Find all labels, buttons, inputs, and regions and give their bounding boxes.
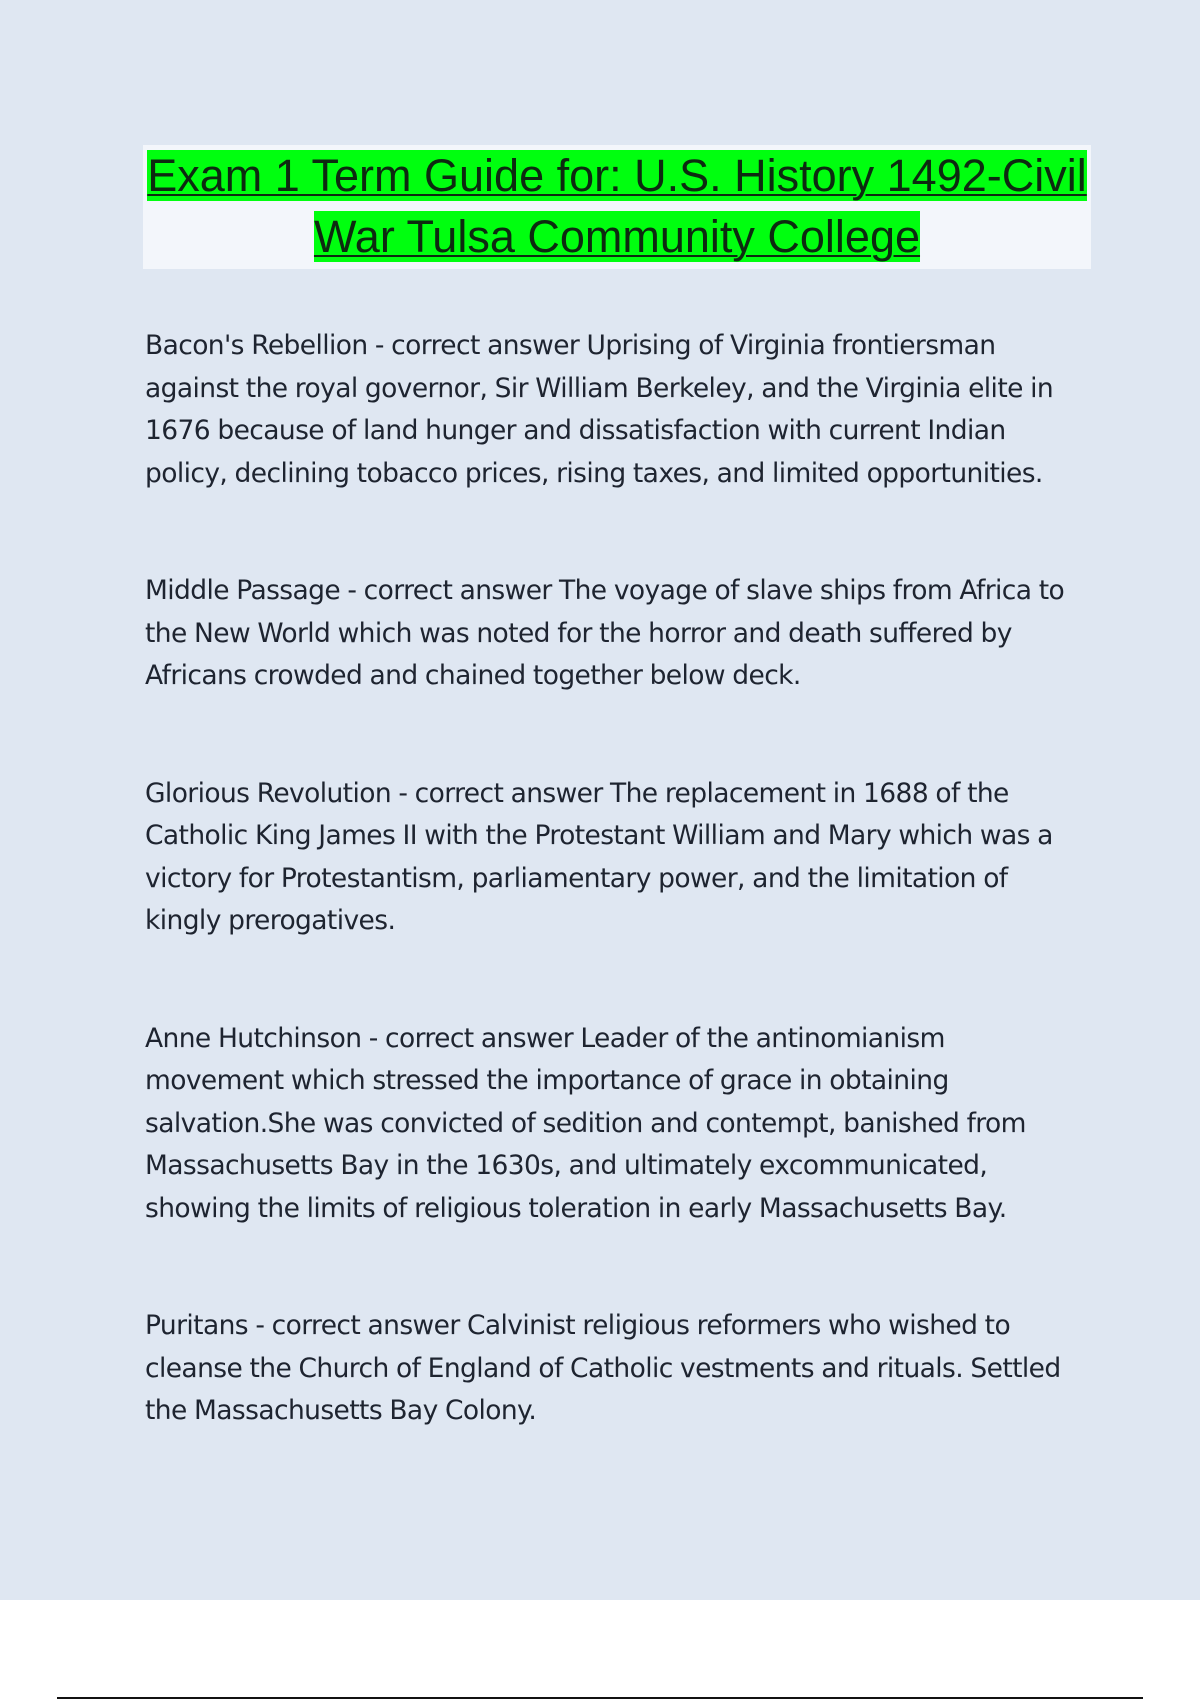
term-puritans: Puritans - correct answer Calvinist religious reformers who wished to cleanse the Church of England of Catholic vestments and rituals. Settled the Massachusetts Bay Colony.: [145, 1310, 1061, 1426]
term-list: [145, 325, 1090, 1433]
term-glorious-revolution: Glorious Revolution - correct answer The replacement in 1688 of the Catholic King James II with the Protestant William and Mary which was a victory for Protestantism, parliamentary power, and the limitation of kingly prerogatives.: [145, 777, 1053, 936]
title-block: [143, 145, 1091, 269]
bottom-divider: [57, 1697, 1143, 1699]
page-title: Exam 1 Term Guide for: U.S. History 1492-Civil War Tulsa Community College: [147, 150, 1087, 262]
term-middle-passage: Middle Passage - correct answer The voyage of slave ships from Africa to the New World which was noted for the horror and death suffered by Africans crowded and chained together below deck.: [145, 575, 1065, 691]
term-bacons-rebellion: Bacon's Rebellion - correct answer Uprising of Virginia frontiersman against the royal governor, Sir William Berkeley, and the Virginia elite in 1676 because of land hunger and dissatisfaction with current Indian policy, declining tobacco prices, rising taxes, and limited opportunities.: [145, 330, 1054, 489]
term-anne-hutchinson: Anne Hutchinson - correct answer Leader of the antinomianism movement which stressed the importance of grace in obtaining salvation.She was convicted of sedition and contempt, banished from Massachusetts Bay in the 1630s, and ultimately excommunicated, showing the limits of religious toleration in early Massachusetts Bay.: [145, 1022, 1026, 1224]
